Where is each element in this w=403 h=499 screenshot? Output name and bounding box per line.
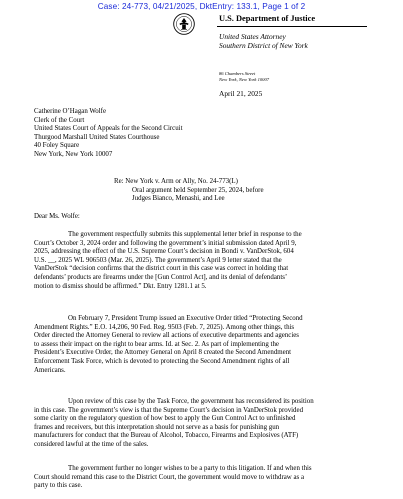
paragraph-line: Order directed the Attorney General to review all actions of executive departments and agencies — [34, 332, 299, 340]
paragraph-line: VanDerStok “decision confirms that the district court in this case was correct in holding that — [34, 265, 289, 273]
recipient-line: 40 Foley Square — [34, 142, 80, 150]
paragraph-line: some clarity on the regulatory question of how best to apply the Gun Control Act to unfinished — [34, 415, 296, 423]
re-line — [114, 178, 264, 204]
paragraph-line: party to this case. — [34, 482, 83, 490]
paragraph-line: Court’s October 3, 2024 order and following the government’s initial submission dated April 9, — [34, 239, 297, 247]
salutation: Dear Ms. Wolfe: — [34, 213, 80, 220]
paragraph-line: Enforcement Task Force, which is devoted to protecting the Second Amendment rights of all — [34, 357, 290, 365]
letterhead-rule — [217, 26, 367, 27]
paragraph-line: manufacturers for conduct that the Bureau of Alcohol, Tobacco, Firearms and Explosives (ATF) — [34, 432, 299, 440]
office-address — [219, 71, 269, 83]
paragraph-line: President’s Executive Order, the Attorney General on April 8 created the Second Amendment — [34, 349, 292, 357]
paragraph-line: The government respectfully submits this supplemental letter brief in response to the — [68, 231, 302, 238]
paragraph-line: to assess their impact on the right to bear arms. Id. at Sec. 2. As part of implementing the — [34, 340, 279, 348]
doj-seal-icon — [173, 13, 195, 35]
paragraph-line: 2025, addressing the effect of the U.S. Supreme Court’s decision in Bondi v. VanDerStok, 604 — [34, 248, 294, 256]
paragraph-line: Amendment Rights.” E.O. 14,206, 90 Fed. Reg. 9503 (Feb. 7, 2025). Among other things, this — [34, 323, 295, 331]
paragraph-line: in this case. The government’s view is that the Supreme Court’s decision in VanDerStok provided — [34, 406, 304, 414]
body-paragraph — [34, 231, 374, 291]
paragraph-line: motion to dismiss should be affirmed.” Dkt. Entry 1281.1 at 5. — [34, 282, 207, 290]
re-line-text: Re: New York v. Arm or Ally, No. 24-773(L) — [114, 178, 238, 185]
office-line: Southern District of New York — [219, 41, 308, 50]
recipient-line: Catherine O’Hagan Wolfe — [34, 108, 107, 115]
re-line-text: Oral argument held September 25, 2024, before — [132, 186, 264, 194]
paragraph-line: Americans. — [34, 366, 66, 374]
paragraph-line: On February 7, President Trump issued an Executive Order titled “Protecting Second — [68, 315, 303, 322]
department-name: U.S. Department of Justice — [219, 14, 316, 23]
recipient-line: New York, New York 10007 — [34, 150, 113, 158]
office-line: United States Attorney — [219, 32, 286, 41]
paragraph-line: Upon review of this case by the Task Force, the government has reconsidered its position — [68, 398, 314, 405]
paragraph-line: defendants’ products are firearms under the [Gun Control Act], and its denial of defendants’ — [34, 273, 288, 281]
body-paragraph — [34, 398, 374, 450]
recipient-line: Thurgood Marshall United States Courthouse — [34, 133, 160, 141]
letter-date: April 21, 2025 — [219, 89, 263, 98]
paragraph-line: considered lawful at the time of the sales. — [34, 440, 149, 448]
paragraph-line: frames and receivers, but this interpretation should not serve as a basis for punishing gun — [34, 423, 280, 431]
recipient-block — [34, 108, 183, 160]
office-name — [219, 32, 308, 50]
address-line: New York, New York 10007 — [219, 77, 270, 82]
paragraph-line: The government further no longer wishes to be a party to this litigation. If and when this — [68, 465, 312, 472]
case-header: Case: 24-773, 04/21/2025, DktEntry: 133.1, Page 1 of 2 — [97, 2, 306, 11]
re-line-text: Judges Bianco, Menashi, and Lee — [132, 195, 225, 203]
paragraph-line: Court should remand this case to the District Court, the government would move to withdraw as a — [34, 473, 305, 481]
body-paragraph — [34, 315, 374, 375]
body-paragraph — [34, 465, 374, 491]
paragraph-line: U.S. __, 2025 WL 906503 (Mar. 26, 2025). The government’s April 9 letter stated that the — [34, 256, 282, 264]
recipient-line: Clerk of the Court — [34, 116, 85, 124]
address-line: 86 Chambers Street — [219, 71, 256, 76]
recipient-line: United States Court of Appeals for the Second Circuit — [34, 125, 183, 133]
